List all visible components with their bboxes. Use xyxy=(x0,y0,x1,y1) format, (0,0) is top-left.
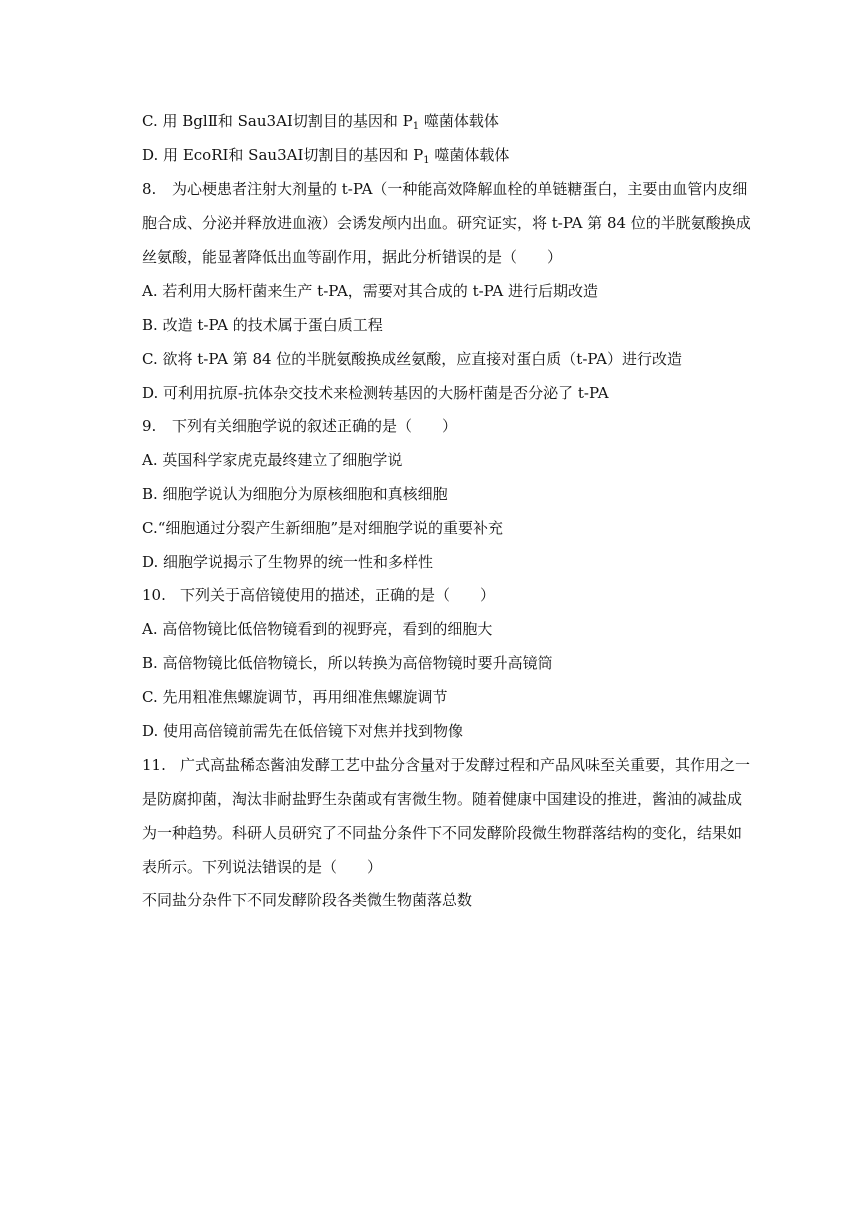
option-text: 欲将 t-PA 第 84 位的半胱氨酸换成丝氨酸，应直接对蛋白质（t-PA）进行改造 xyxy=(162,350,682,368)
option-prefix: A. xyxy=(142,620,158,638)
question-number: 11. xyxy=(142,756,166,774)
option-text: 高倍物镜比低倍物镜长，所以转换为高倍物镜时要升高镜筒 xyxy=(162,654,553,672)
question-10-option-a xyxy=(142,619,772,639)
option-text-tail: 噬菌体载体 xyxy=(429,146,510,164)
question-8-stem-line-2: 胞合成、分泌并释放进血液）会诱发颅内出血。研究证实，将 t-PA 第 84 位的半胱氨酸换成 xyxy=(142,214,751,232)
question-9-stem xyxy=(142,416,772,436)
option-c-prev xyxy=(142,111,772,137)
question-10-option-b xyxy=(142,653,772,673)
option-text: 细胞学说认为细胞分为原核细胞和真核细胞 xyxy=(162,485,448,503)
question-9-option-b xyxy=(142,484,772,504)
question-9-option-d xyxy=(142,552,772,572)
option-prefix: C. xyxy=(142,350,158,368)
question-stem-text: 广式高盐稀态酱油发酵工艺中盐分含量对于发酵过程和产品风味至关重要，其作用之一 xyxy=(180,756,751,774)
question-8-stem-line-3: 丝氨酸，能显著降低出血等副作用，据此分析错误的是（ ） xyxy=(142,248,563,266)
question-stem-text: 为心梗患者注射大剂量的 t-PA（一种能高效降解血栓的单链糖蛋白，主要由血管内皮细 xyxy=(172,180,748,198)
question-10-option-d xyxy=(142,721,772,741)
question-11-stem-line-3: 为一种趋势。科研人员研究了不同盐分条件下不同发酵阶段微生物群落结构的变化，结果如 xyxy=(142,824,743,842)
question-9-option-c xyxy=(142,518,772,538)
question-8-option-d xyxy=(142,383,772,403)
table-caption: 不同盐分杂件下不同发酵阶段各类微生物菌落总数 xyxy=(142,891,473,909)
option-prefix: C. xyxy=(142,688,158,706)
option-prefix: D. xyxy=(142,146,159,164)
question-number: 9. xyxy=(142,417,157,435)
option-text: 用 BglⅡ和 Sau3AⅠ切割目的基因和 P xyxy=(162,112,413,130)
subscript: 1 xyxy=(412,121,420,132)
option-prefix: D. xyxy=(142,553,159,571)
option-d-prev xyxy=(142,145,772,171)
option-text: 若利用大肠杆菌来生产 t-PA，需要对其合成的 t-PA 进行后期改造 xyxy=(162,282,598,300)
question-8-option-a xyxy=(142,281,772,301)
option-text: 使用高倍镜前需先在低倍镜下对焦并找到物像 xyxy=(163,722,464,740)
option-prefix: D. xyxy=(142,384,159,402)
option-text-tail: 噬菌体载体 xyxy=(419,112,499,130)
option-text: 先用粗准焦螺旋调节，再用细准焦螺旋调节 xyxy=(162,688,448,706)
question-11-stem-line-4: 表所示。下列说法错误的是（ ） xyxy=(142,858,383,876)
option-text: 用 EcoRⅠ和 Sau3AⅠ切割目的基因和 P xyxy=(163,146,424,164)
question-number: 8. xyxy=(142,180,157,198)
option-prefix: B. xyxy=(142,485,158,503)
option-text: “细胞通过分裂产生新细胞”是对细胞学说的重要补充 xyxy=(157,519,504,537)
option-prefix: C. xyxy=(142,112,158,130)
option-prefix: C. xyxy=(142,519,158,537)
subscript: 1 xyxy=(423,155,430,166)
option-text: 可利用抗原-抗体杂交技术来检测转基因的大肠杆菌是否分泌了 t-PA xyxy=(163,384,609,402)
option-text: 高倍物镜比低倍物镜看到的视野亮，看到的细胞大 xyxy=(162,620,493,638)
question-8-option-b xyxy=(142,315,772,335)
question-8-option-c xyxy=(142,349,772,369)
question-11-stem-line-1 xyxy=(142,755,772,775)
question-10-stem xyxy=(142,585,772,605)
option-text: 改造 t-PA 的技术属于蛋白质工程 xyxy=(162,316,383,334)
option-text: 细胞学说揭示了生物界的统一性和多样性 xyxy=(163,553,434,571)
question-8-stem-line-1 xyxy=(142,179,772,199)
option-prefix: A. xyxy=(142,451,158,469)
question-10-option-c xyxy=(142,687,772,707)
question-11-stem-line-2: 是防腐抑菌，淘汰非耐盐野生杂菌或有害微生物。随着健康中国建设的推进，酱油的减盐成 xyxy=(142,790,743,808)
option-prefix: A. xyxy=(142,282,158,300)
option-text: 英国科学家虎克最终建立了细胞学说 xyxy=(162,451,403,469)
question-stem-text: 下列关于高倍镜使用的描述，正确的是（ ） xyxy=(180,586,496,604)
question-number: 10. xyxy=(142,586,166,604)
question-stem-text: 下列有关细胞学说的叙述正确的是（ ） xyxy=(172,417,458,435)
option-prefix: B. xyxy=(142,654,158,672)
option-prefix: D. xyxy=(142,722,159,740)
option-prefix: B. xyxy=(142,316,158,334)
question-9-option-a xyxy=(142,450,772,470)
